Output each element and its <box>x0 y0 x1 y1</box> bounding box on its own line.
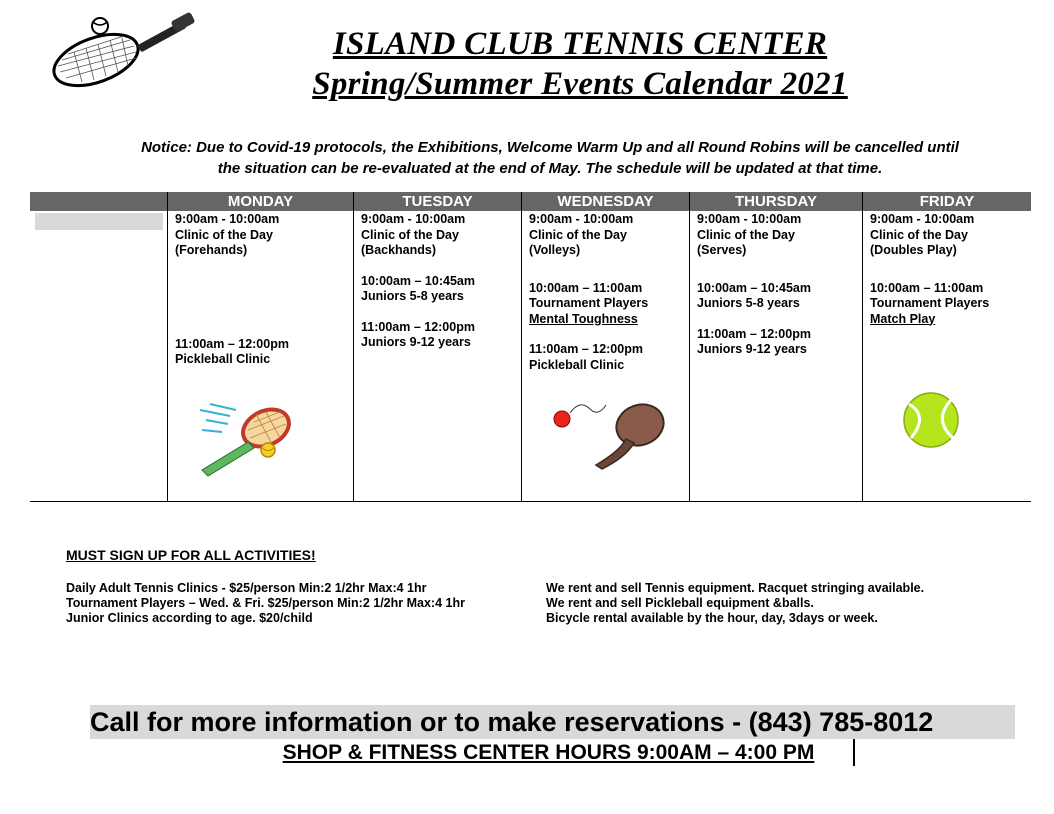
day-header-tuesday: TUESDAY <box>402 193 473 210</box>
wednesday-tournament-time: 10:00am – 11:00am <box>529 280 643 295</box>
thursday-clinic-label: Clinic of the Day <box>697 227 795 242</box>
friday-tournament-label: Tournament Players <box>870 296 990 310</box>
friday-clinic-topic: (Doubles Play) <box>870 243 957 257</box>
thursday-juniors-label-2: Juniors 9-12 years <box>697 342 807 356</box>
friday-clinic-time: 9:00am - 10:00am <box>870 212 975 226</box>
day-header-monday: MONDAY <box>227 193 294 210</box>
friday-tournament-topic: Match Play <box>870 311 936 326</box>
column-divider <box>862 192 863 502</box>
wednesday-pickleball-time: 11:00am – 12:00pm <box>529 342 643 356</box>
tuesday-juniors-label-1: Juniors 5-8 years <box>361 289 464 303</box>
pricing-list <box>66 581 465 626</box>
monday-clinic-label: Clinic of the Day <box>175 227 273 242</box>
day-header-friday: FRIDAY <box>919 193 975 210</box>
monday-pickleball-label: Pickleball Clinic <box>175 352 271 366</box>
wednesday-pickleball-label: Pickleball Clinic <box>529 357 625 372</box>
rental-line-tennis: We rent and sell Tennis equipment. Racquet stringing available. <box>546 581 925 595</box>
thursday-juniors-time-1: 10:00am – 10:45am <box>697 280 811 295</box>
page-subtitle: Spring/Summer Events Calendar 2021 <box>312 66 848 102</box>
day-header-thursday: THURSDAY <box>735 193 817 210</box>
pricing-line-adult: Daily Adult Tennis Clinics - $25/person Min:2 1/2hr Max:4 1hr <box>66 581 427 595</box>
column-divider <box>167 192 168 502</box>
tennis-racket-clipart-icon <box>192 400 304 478</box>
tuesday-cell <box>361 212 475 351</box>
thursday-cell <box>697 212 811 358</box>
day-header-wednesday: WEDNESDAY <box>557 193 654 210</box>
pricing-line-junior: Junior Clinics according to age. $20/child <box>66 611 313 625</box>
wednesday-clinic-label: Clinic of the Day <box>529 227 627 242</box>
thursday-juniors-label-1: Juniors 5-8 years <box>697 296 800 310</box>
wednesday-cell <box>529 212 648 373</box>
column-divider <box>353 192 354 502</box>
shop-hours: SHOP & FITNESS CENTER HOURS 9:00AM – 4:00 PM <box>244 739 855 766</box>
empty-gray-cell <box>35 213 163 230</box>
rental-line-pickleball: We rent and sell Pickleball equipment &balls. <box>546 596 814 610</box>
wednesday-clinic-topic: (Volleys) <box>529 243 581 257</box>
tuesday-clinic-topic: (Backhands) <box>361 243 437 257</box>
rental-list <box>546 581 924 626</box>
tuesday-clinic-time: 9:00am - 10:00am <box>361 212 466 226</box>
column-divider <box>689 192 690 502</box>
friday-clinic-label: Clinic of the Day <box>870 227 968 242</box>
tuesday-juniors-time-1: 10:00am – 10:45am <box>361 273 475 288</box>
pickleball-paddle-icon <box>550 395 670 470</box>
monday-clinic-topic: (Forehands) <box>175 243 248 257</box>
page-title: ISLAND CLUB TENNIS CENTER <box>332 26 828 62</box>
tuesday-juniors-time-2: 11:00am – 12:00pm <box>361 319 475 334</box>
rental-line-bicycle: Bicycle rental available by the hour, day, 3days or week. <box>546 611 878 625</box>
tennis-ball-icon <box>901 390 961 450</box>
thursday-clinic-topic: (Serves) <box>697 243 747 257</box>
tuesday-juniors-label-2: Juniors 9-12 years <box>361 335 471 349</box>
wednesday-clinic-time: 9:00am - 10:00am <box>529 212 634 226</box>
covid-notice <box>60 137 1040 179</box>
monday-clinic-time: 9:00am - 10:00am <box>175 212 280 226</box>
monday-pickleball-time: 11:00am – 12:00pm <box>175 336 289 351</box>
wednesday-tournament-topic: Mental Toughness <box>529 311 638 326</box>
signup-heading: MUST SIGN UP FOR ALL ACTIVITIES! <box>66 547 316 563</box>
monday-cell <box>175 212 289 368</box>
tuesday-clinic-label: Clinic of the Day <box>361 227 459 242</box>
pricing-line-tournament: Tournament Players – Wed. & Fri. $25/person Min:2 1/2hr Max:4 1hr <box>66 596 465 610</box>
notice-line-2: the situation can be re-evaluated at the end of May. The schedule will be updated at that time. <box>217 160 883 177</box>
column-divider <box>521 192 522 502</box>
thursday-juniors-time-2: 11:00am – 12:00pm <box>697 326 811 341</box>
wednesday-tournament-label: Tournament Players <box>529 296 649 310</box>
thursday-clinic-time: 9:00am - 10:00am <box>697 212 802 226</box>
friday-cell <box>870 212 989 327</box>
call-to-action: Call for more information or to make reservations - (843) 785-8012 <box>90 705 1015 739</box>
notice-line-1: Notice: Due to Covid-19 protocols, the Exhibitions, Welcome Warm Up and all Round Robins will be cancelled until <box>141 139 959 156</box>
calendar-bottom-border <box>30 501 1031 502</box>
friday-tournament-time: 10:00am – 11:00am <box>870 280 984 295</box>
